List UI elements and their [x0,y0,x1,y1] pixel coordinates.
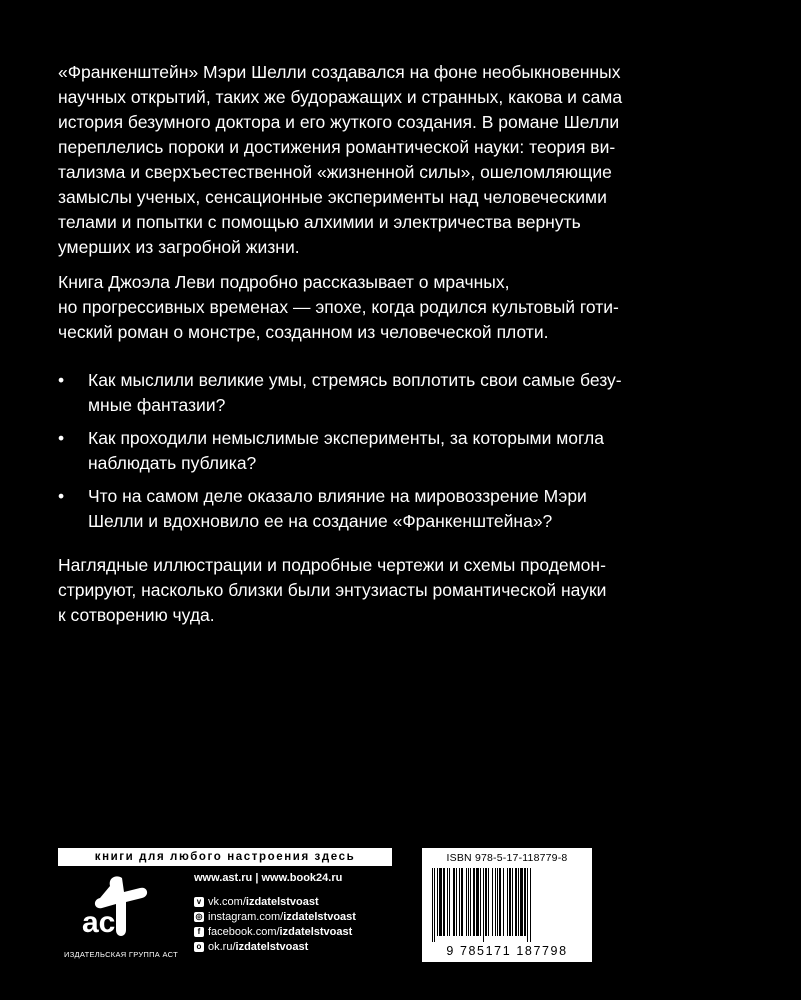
text-line: тализма и сверхъестественной «жизненной силы», ошеломляющие [58,162,612,182]
social-handle: izdatelstvoast [283,911,356,923]
barcode-bar [518,868,519,936]
social-handle: izdatelstvoast [245,896,319,908]
barcode-bar [449,868,450,936]
text-line: «Франкенштейн» Мэри Шелли создавался на фоне необыкновенных [58,62,621,82]
text-line: Шелли и вдохновило ее на создание «Франкенштейна»? [88,511,553,531]
barcode-bar [456,868,457,936]
social-ok[interactable] [194,941,308,953]
barcode-bar [495,868,496,936]
tagline-banner: книги для любого настроения здесь [58,848,392,866]
barcode-bar [527,868,528,942]
social-prefix: vk.com/ [208,896,246,908]
isbn-number: ISBN 978-5-17-118779-8 [446,852,568,864]
barcode-bar [434,868,435,942]
intro-paragraph [58,60,623,260]
text-line: научных открытий, таких же будоражащих и странных, какова и сама [58,87,623,107]
barcode-bar [447,868,448,936]
barcode-bar [492,868,493,936]
social-prefix: ok.ru/ [208,941,236,953]
social-vk[interactable] [194,896,319,908]
text-line: ческий роман о монстре, созданном из человеческой плоти. [58,322,549,342]
social-prefix: facebook.com/ [208,926,280,938]
barcode-bar [468,868,469,936]
barcode-bar [461,868,463,936]
facebook-icon: f [194,927,204,937]
text-line: телами и попытки с помощью алхимии и электричества вернуть [58,212,581,232]
text-line: мные фантазии? [88,395,226,415]
social-handle: izdatelstvoast [279,926,353,938]
text-line: Наглядные иллюстрации и подробные чертежи и схемы продемон- [58,555,606,575]
barcode-icon [428,868,586,944]
social-facebook[interactable] [194,926,352,938]
barcode-bar [524,868,526,936]
barcode-bar [466,868,467,936]
barcode-bar [459,868,460,936]
text-line: история безумного доктора и его жуткого создания. В романе Шелли [58,112,620,132]
vk-icon: v [194,897,204,907]
bullet-list [58,368,622,542]
ast-logo-icon [58,868,178,948]
bullet-icon: • [58,370,65,390]
publisher-caption: ИЗДАТЕЛЬСКАЯ ГРУППА АСТ [64,950,178,959]
text-line: наблюдать публика? [88,453,257,473]
instagram-icon: ◎ [195,912,203,921]
text-line: Книга Джоэла Леви подробно рассказывает о мрачных, [58,272,510,292]
text-line: замыслы ученых, сенсационные эксперименты над человеческими [58,187,607,207]
barcode-bar [483,868,484,942]
bullet-icon: • [58,428,65,448]
barcode-bar [530,868,531,942]
text-line: умерших из загробной жизни. [58,237,300,257]
barcode-bar [473,868,475,936]
barcode-bar [509,868,511,936]
publisher-logo [58,868,178,963]
bullet-item [58,426,618,476]
barcode-bar [503,868,504,936]
barcode-bar [520,868,523,936]
social-instagram[interactable] [194,911,356,923]
barcode-bar [439,868,442,936]
barcode-bar [499,868,501,936]
barcode-bar [453,868,455,936]
svg-text:ac: ac [82,906,116,939]
text-line: но прогрессивных временах — эпохе, когда родился культовый готи- [58,297,619,317]
barcode-bar [480,868,481,936]
text-line: к сотворению чуда. [58,605,215,625]
barcode-bar [443,868,445,936]
barcode-bar [497,868,498,936]
text-line: Как проходили немыслимые эксперименты, за которыми могла [88,428,604,448]
ok-icon: o [194,942,204,952]
barcode-bar [437,868,438,936]
social-prefix: instagram.com/ [208,911,284,923]
barcode-bar [507,868,508,936]
barcode-bar [485,868,487,936]
bullet-item [58,484,618,534]
publisher-websites[interactable]: www.ast.ru | www.book24.ru [194,872,343,884]
social-handle: izdatelstvoast [235,941,309,953]
text-line: переплелись пороки и достижения романтической науки: теория ви- [58,137,616,157]
book-description-paragraph [58,270,618,345]
closing-paragraph [58,553,618,628]
text-line: Как мыслили великие умы, стремясь воплотить свои самые безу- [88,370,622,390]
text-line: Что на самом деле оказало влияние на мировоззрение Мэри [88,486,587,506]
barcode-bar [515,868,517,936]
text-line: стрируют, насколько близки были энтузиасты романтической науки [58,580,607,600]
barcode-bar [476,868,479,936]
bullet-icon: • [58,486,65,506]
barcode-digits: 9 785171 187798 [446,944,568,958]
barcode-bar [432,868,433,942]
bullet-item [58,368,622,418]
barcode-bar [470,868,471,936]
barcode-bar [512,868,513,936]
barcode-bar [488,868,489,936]
isbn-barcode [422,848,592,962]
